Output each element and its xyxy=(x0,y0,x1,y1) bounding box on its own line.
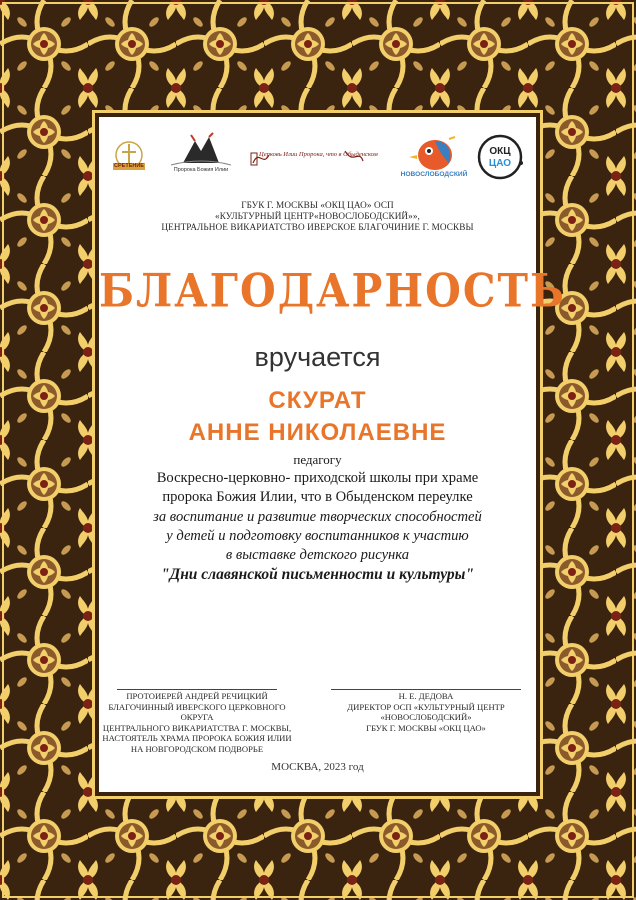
okc-logo-text: ОКЦ xyxy=(489,146,511,157)
body-line-5: в выставке детского рисунка xyxy=(225,547,410,563)
left-signature-line-2: БЛАГОЧИННЫЙ ИВЕРСКОГО ЦЕРКОВНОГО ОКРУГА xyxy=(108,701,286,723)
right-signature-line-2: ДИРЕКТОР ОСП «КУЛЬТУРНЫЙ ЦЕНТР xyxy=(347,701,505,712)
left-signature-line-5: НА НОВГОРОДСКОМ ПОДВОРЬЕ xyxy=(130,743,264,754)
logos-row xyxy=(99,123,536,183)
recipient-given-name: АННЕ НИКОЛАЕВНЕ xyxy=(188,419,447,446)
sretenie-logo xyxy=(107,135,151,179)
church-calligraphy-logo-text: Церковь Илии Пророка, что в Обыденском xyxy=(259,151,378,158)
left-signature-line-1: ПРОТОИЕРЕЙ АНДРЕЙ РЕЧИЦКИЙ xyxy=(126,691,268,701)
body-line-4: у детей и подготовку воспитанников к участию xyxy=(166,528,469,544)
right-signature-block xyxy=(321,691,531,733)
church-school-logo xyxy=(165,133,237,179)
church-calligraphy-logo xyxy=(249,145,378,169)
novoslobodsky-logo xyxy=(399,133,469,185)
left-signature-line-3: ЦЕНТРАЛЬНОГО ВИКАРИАТСТВА Г. МОСКВЫ, xyxy=(102,722,292,733)
body-line-1: Воскресно-церковно- приходской школы при храме xyxy=(156,470,479,486)
body-line-2: пророка Божия Илии, что в Обыденском переулке xyxy=(162,489,473,505)
right-signature-line xyxy=(331,689,521,690)
okc-cao-logo xyxy=(476,133,524,181)
certificate-subtitle: вручается xyxy=(254,342,381,372)
organization-line-3: ЦЕНТРАЛЬНОЕ ВИКАРИАТСТВО ИВЕРСКОЕ БЛАГОЧИНИЕ Г. МОСКВЫ xyxy=(161,222,474,232)
left-signature-line xyxy=(117,689,277,690)
body-line-6: "Дни славянской письменности и культуры" xyxy=(161,566,474,583)
organization-line-1: ГБУК Г. МОСКВЫ «ОКЦ ЦАО» ОСП xyxy=(241,200,394,210)
recipient-surname: СКУРАТ xyxy=(268,387,367,414)
sretenie-logo-text: СРЕТЕНИЕ xyxy=(114,163,144,169)
cao-logo-text: ЦАО xyxy=(488,158,512,169)
left-signature-line-4: НАСТОЯТЕЛЬ ХРАМА ПРОРОКА БОЖИЯ ИЛИИ xyxy=(102,733,292,744)
body-line-3: за воспитание и развитие творческих способностей xyxy=(153,509,482,525)
certificate-paper xyxy=(99,117,566,792)
left-signature-block xyxy=(101,691,293,755)
organization-line-2: «КУЛЬТУРНЫЙ ЦЕНТР«НОВОСЛОБОДСКИЙ»», xyxy=(215,211,420,221)
recipient-role: педагогу xyxy=(293,452,342,467)
novoslobodsky-logo-text: НОВОСЛОБОДСКИЙ xyxy=(400,171,468,178)
certificate-title: БЛАГОДАРНОСТЬ xyxy=(99,264,566,318)
right-signature-line-1: Н. Е. ДЕДОВА xyxy=(398,691,454,701)
right-signature-line-3: «НОВОСЛОБОДСКИЙ» xyxy=(380,712,472,723)
right-signature-line-4: ГБУК Г. МОСКВЫ «ОКЦ ЦАО» xyxy=(366,722,486,733)
footer-city-year: МОСКВА, 2023 год xyxy=(271,761,364,773)
church-school-logo-text: Пророка Божия Илии xyxy=(173,167,229,173)
